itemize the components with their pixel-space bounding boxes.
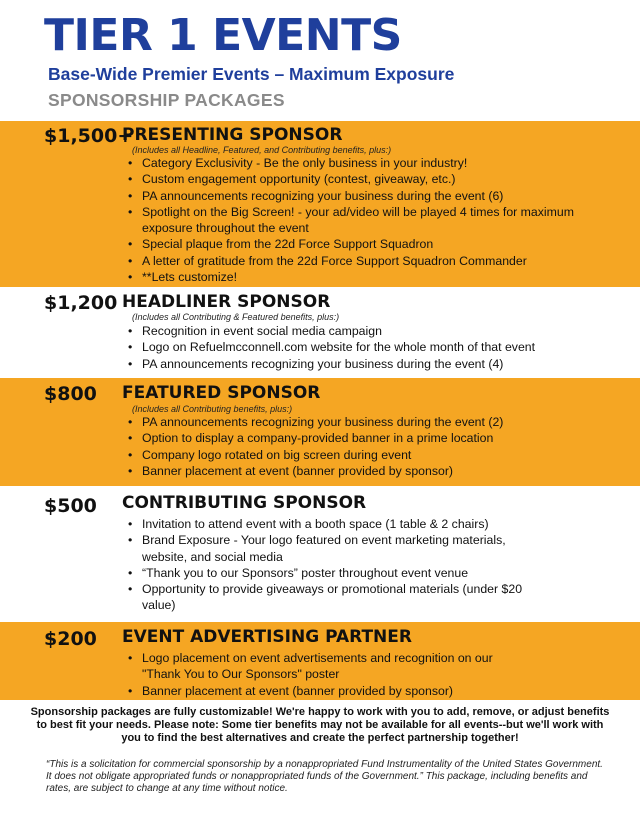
benefit-list [122,516,527,614]
benefit-list [122,414,622,479]
bullet-icon: • [128,582,133,597]
list-item [122,414,622,430]
benefit-text: Custom engagement opportunity (contest, giveaway, etc.) [142,172,456,187]
bullet-icon: • [128,356,133,371]
bullet-icon: • [128,533,133,548]
bullet-icon: • [128,651,133,665]
package-price: $1,500+ [44,125,134,147]
package-price: $200 [44,628,97,650]
package-contributing [0,486,640,622]
package-name: CONTRIBUTING SPONSOR [122,493,367,513]
package-headliner [0,287,640,378]
package-presenting [0,121,640,287]
list-item [122,253,622,269]
package-name: EVENT ADVERTISING PARTNER [122,627,412,647]
package-includes-note: (Includes all Headline, Featured, and Contributing benefits, plus:) [132,145,392,155]
benefit-text: Special plaque from the 22d Force Support Squadron [142,237,434,252]
package-advertising-partner [0,622,640,700]
bullet-icon: • [128,237,133,252]
package-name: PRESENTING SPONSOR [122,125,343,145]
benefit-text: **Lets customize! [142,270,238,285]
bullet-icon: • [128,324,133,338]
benefit-text: Logo on Refuelmcconnell.com website for the whole month of that event [142,340,536,355]
list-item [122,430,622,446]
bullet-icon: • [128,253,133,268]
bullet-icon: • [128,447,133,462]
page-title: TIER 1 EVENTS [44,10,402,61]
list-item [122,155,622,171]
list-item [122,236,622,252]
bullet-icon: • [128,270,133,285]
list-item [122,516,527,532]
benefit-list [122,323,622,372]
list-item [122,171,622,187]
package-featured [0,378,640,486]
benefit-list [122,650,532,699]
list-item [122,339,622,355]
package-price: $800 [44,383,97,405]
bullet-icon: • [128,340,133,355]
benefit-text: Recognition in event social media campaign [142,324,382,338]
list-item [122,565,527,581]
benefit-text: Category Exclusivity - Be the only business in your industry! [142,156,468,170]
benefit-text: PA announcements recognizing your business during the event (4) [142,356,504,371]
list-item [122,532,527,565]
benefit-text: Option to display a company-provided banner in a prime location [142,431,494,446]
benefit-text: Company logo rotated on big screen during event [142,447,412,462]
list-item [122,683,532,699]
page-subtitle: Base-Wide Premier Events – Maximum Exposure [48,64,455,84]
benefit-text: Logo placement on event advertisements and recognition on our "Thank You to Our Sponsors" poster [142,651,493,682]
benefit-text: Opportunity to provide giveaways or promotional materials (under $20 value) [142,582,523,613]
package-price: $1,200 [44,292,118,314]
bullet-icon: • [128,204,133,219]
list-item [122,650,532,683]
benefit-text: Spotlight on the Big Screen! - your ad/video will be played 4 times for maximum exposure throughout the event [142,204,574,236]
bullet-icon: • [128,156,133,170]
benefit-text: Brand Exposure - Your logo featured on event marketing materials, website, and social media [142,533,506,564]
bullet-icon: • [128,565,133,580]
list-item [122,188,622,204]
bullet-icon: • [128,463,133,478]
section-label: SPONSORSHIP PACKAGES [48,90,285,110]
bullet-icon: • [128,517,133,531]
benefit-text: Invitation to attend event with a booth space (1 table & 2 chairs) [142,517,489,531]
list-item [122,204,622,237]
package-includes-note: (Includes all Contributing & Featured benefits, plus:) [132,312,340,322]
benefit-text: Banner placement at event (banner provided by sponsor) [142,463,454,478]
package-name: FEATURED SPONSOR [122,383,321,403]
list-item [122,269,622,285]
customization-note: Sponsorship packages are fully customizable! We're happy to work with you to add, remove, or adjust benefits to best fit your needs. Please note: Some tier benefits may not be available for all events--but we'll work with you to find the best alternatives and create the perfect partnership together! [30,706,610,744]
package-name: HEADLINER SPONSOR [122,292,331,312]
list-item [122,447,622,463]
bullet-icon: • [128,415,133,429]
bullet-icon: • [128,172,133,187]
benefit-text: “Thank you to our Sponsors” poster throughout event venue [142,565,469,580]
list-item [122,323,622,339]
disclaimer: “This is a solicitation for commercial sponsorship by a nonappropriated Fund Instrumentality of the United States Government. It does not obligate appropriated funds or nonappropriated funds of the Government.” This package, including benefits and rates, are subject to change at any time without notice. [46,759,603,794]
benefit-text: A letter of gratitude from the 22d Force Support Squadron Commander [142,253,527,268]
bullet-icon: • [128,431,133,446]
benefit-list [122,155,622,285]
package-price: $500 [44,495,97,517]
bullet-icon: • [128,188,133,203]
benefit-text: PA announcements recognizing your business during the event (6) [142,188,504,203]
header [0,0,640,120]
benefit-text: PA announcements recognizing your business during the event (2) [142,415,504,429]
list-item [122,356,622,372]
benefit-text: Banner placement at event (banner provided by sponsor) [142,683,454,698]
package-includes-note: (Includes all Contributing benefits, plus:) [132,404,293,414]
list-item [122,581,527,614]
list-item [122,463,622,479]
bullet-icon: • [128,683,133,698]
